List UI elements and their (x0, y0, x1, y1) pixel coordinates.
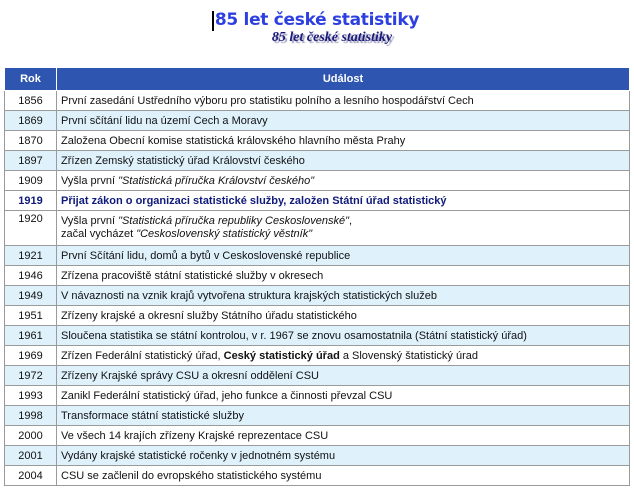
year-cell: 1961 (5, 326, 57, 346)
history-table (4, 67, 630, 486)
table-row (5, 171, 630, 191)
table-row (5, 446, 630, 466)
page-subtitle (0, 30, 634, 46)
table-row (5, 151, 630, 171)
event-text: , (349, 215, 353, 227)
table-row (5, 466, 630, 486)
page-title[interactable] (215, 10, 419, 30)
event-cell: CSU se začlenil do evropského statistického systému (57, 466, 630, 486)
year-cell: 1869 (5, 111, 57, 131)
table-row (5, 426, 630, 446)
table-row (5, 111, 630, 131)
table-row (5, 286, 630, 306)
year-cell: 1972 (5, 366, 57, 386)
title-area (0, 10, 634, 30)
publication-title: "Ceskoslovenský statistický věstník" (136, 228, 313, 240)
event-text: Vyšla první (61, 174, 119, 187)
year-cell: 1949 (5, 286, 57, 306)
table-row (5, 346, 630, 366)
year-cell: 1993 (5, 386, 57, 406)
table-row-highlighted (5, 191, 630, 211)
year-cell: 1921 (5, 246, 57, 266)
event-cell: V návaznosti na vznik krajů vytvořena struktura krajských statistických služeb (57, 286, 630, 306)
event-cell: První zasedání Ustředního výboru pro statistiku polního a lesního hospodářství Cech (57, 91, 630, 111)
table-row (5, 366, 630, 386)
page-subtitle-text: 85 let české statistiky (271, 30, 393, 45)
publication-title: "Statistická příručka republiky Ceskoslovenské" (118, 215, 350, 227)
event-cell: První sčítání lidu na území Cech a Moravy (57, 111, 630, 131)
table-row (5, 211, 630, 246)
year-cell: 1870 (5, 131, 57, 151)
event-cell: Zřízen Zemský statistický úřad Království českého (57, 151, 630, 171)
table-row (5, 386, 630, 406)
year-cell: 1946 (5, 266, 57, 286)
event-cell: Vydány krajské statistické ročenky v jednotném systému (57, 446, 630, 466)
year-cell: 1897 (5, 151, 57, 171)
text-cursor (212, 11, 214, 31)
column-header-event: Událost (57, 68, 630, 91)
event-cell: Zřízeny Krajské správy CSU a okresní oddělení CSU (57, 366, 630, 386)
event-cell: První Sčítání lidu, domů a bytů v Ceskoslovenské republice (57, 246, 630, 266)
table-row (5, 131, 630, 151)
table-header-row (5, 68, 630, 91)
year-cell: 2000 (5, 426, 57, 446)
table-row (5, 91, 630, 111)
year-cell: 1909 (5, 171, 57, 191)
event-cell: Zanikl Federální statistický úřad, jeho funkce a činnosti převzal CSU (57, 386, 630, 406)
page-title-text: 85 let české statistiky (214, 10, 420, 30)
year-cell: 1969 (5, 346, 57, 366)
table-row (5, 406, 630, 426)
event-cell (57, 346, 630, 366)
year-cell: 1919 (5, 191, 57, 211)
event-text: a Slovenský štatistický úrad (339, 349, 478, 362)
event-cell: Zřízena pracoviště státní statistické služby v okresech (57, 266, 630, 286)
event-cell: Transformace státní statistické služby (57, 406, 630, 426)
table-row (5, 266, 630, 286)
event-text: Vyšla první (61, 215, 119, 227)
institution-name: Ceský statistický úřad (223, 349, 340, 362)
column-header-year: Rok (5, 68, 57, 91)
event-cell: Přijat zákon o organizaci statistické služby, založen Státní úřad statistický (57, 191, 630, 211)
event-cell: Sloučena statistika se státní kontrolou, v r. 1967 se znovu osamostatnila (Státní statistický úřad) (57, 326, 630, 346)
event-cell: Ve všech 14 krajích zřízeny Krajské reprezentace CSU (57, 426, 630, 446)
year-cell: 2001 (5, 446, 57, 466)
event-text: Zřízen Federální statistický úřad, (61, 349, 224, 362)
year-cell: 1951 (5, 306, 57, 326)
year-cell: 1998 (5, 406, 57, 426)
event-cell (57, 171, 630, 191)
event-cell (57, 211, 630, 246)
year-cell: 1920 (5, 211, 57, 246)
table-row (5, 306, 630, 326)
year-cell: 2004 (5, 466, 57, 486)
year-cell: 1856 (5, 91, 57, 111)
event-cell: Založena Obecní komise statistická královského hlavního města Prahy (57, 131, 630, 151)
publication-title: "Statistická příručka Království českého" (118, 174, 315, 187)
event-text: začal vycházet (61, 228, 137, 240)
table-row (5, 246, 630, 266)
event-cell: Zřízeny krajské a okresní služby Státního úřadu statistického (57, 306, 630, 326)
table-row (5, 326, 630, 346)
